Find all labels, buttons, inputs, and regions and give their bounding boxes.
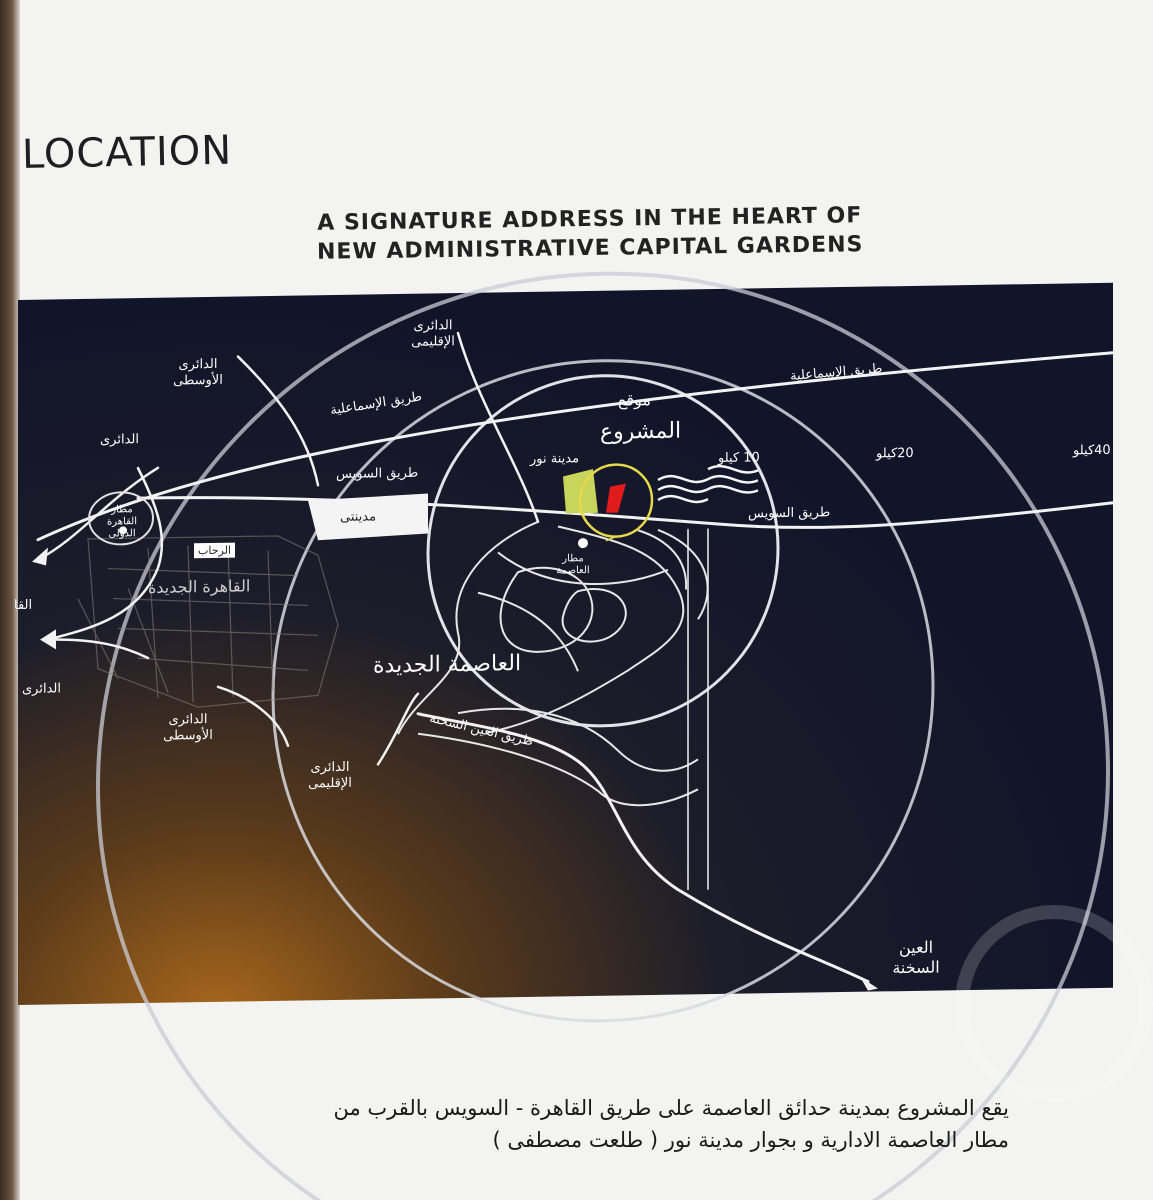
wave-icon-1: [658, 475, 708, 502]
arrow-west-upper: [32, 548, 48, 566]
ain-sokhna-label: العين السخنة: [892, 937, 940, 978]
capital-airport-label: مطار العاصمة: [556, 553, 590, 577]
ring-road-west: [48, 468, 162, 640]
rehab-label: الرحاب: [194, 543, 235, 559]
middle-ring-bottom-label: الدائرى الأوسطى: [163, 712, 213, 744]
ring-road-left-label: الدائرى: [22, 681, 61, 697]
ain-sokhna-road-label: طريق العين السخنة: [427, 710, 535, 750]
new-cairo-grid: [78, 535, 338, 709]
major-roads: [38, 323, 1113, 995]
madinaty-label: مدينتى: [340, 509, 377, 525]
suez-road-left-label: طريق السويس: [336, 465, 419, 483]
road-arrows: [32, 534, 878, 1003]
arrow-south-east: [860, 976, 878, 990]
page-subtitle: [300, 201, 881, 267]
subtitle-line-2: NEW ADMINISTRATIVE CAPITAL GARDENS: [316, 232, 864, 265]
regional-ring-top-label: الدائرى الإقليمى: [411, 318, 455, 350]
cairo-airport-label: مطار القاهرة الدولى: [107, 504, 137, 540]
wave-icons: [658, 466, 758, 503]
ring-road-arrow-south: [48, 638, 148, 660]
watermark-logo: [955, 905, 1153, 1103]
caption-line-1: يقع المشروع بمدينة حدائق العاصمة على طريق القاهرة - السويس بالقرب من: [333, 1096, 1009, 1120]
wave-icon-2: [708, 466, 758, 494]
arrow-west-lower: [40, 629, 56, 649]
middle-ring-south: [218, 686, 288, 747]
new-cairo-label: القاهرة الجديدة: [148, 576, 251, 597]
noor-city-label: مدينة نور: [530, 451, 580, 467]
subtitle-line-1: A SIGNATURE ADDRESS IN THE HEART OF: [317, 203, 863, 236]
location-caption: [129, 1092, 1009, 1156]
regional-ring-bottom-label: الدائرى الإقليمى: [308, 759, 352, 792]
suez-road: [138, 483, 1113, 538]
range-circle-20km: [273, 356, 933, 1026]
capital-airport-dot: [578, 538, 588, 548]
ain-sokhna-road: [418, 707, 868, 989]
km10-label: 10 كيلو: [718, 450, 760, 467]
project-label-line2: المشروع: [600, 418, 682, 445]
regional-ring-north: [458, 332, 538, 523]
ismailia-road-right-label: طريق الإسماعلية: [789, 361, 883, 385]
km20-label: 20كيلو: [876, 445, 914, 462]
km40-label: 40كيلو: [1073, 442, 1111, 459]
project-label-line1: موقع: [618, 390, 651, 410]
ring-road-label: الدائرى: [100, 432, 139, 448]
map-graphics: [18, 283, 1113, 1005]
cairo-edge-label: القا: [14, 597, 33, 614]
middle-ring-top-label: الدائرى الأوسطى: [173, 356, 223, 389]
suez-road-right-label: طريق السويس: [748, 505, 831, 522]
ismailia-road-left-label: طريق الإسماعلية: [329, 389, 423, 419]
new-capital-label: العاصمة الجديدة: [373, 651, 522, 679]
regional-ring-south: [378, 694, 418, 765]
caption-line-2: مطار العاصمة الادارية و بجوار مدينة نور ( طلعت مصطفى ): [492, 1128, 1009, 1152]
location-map: [14, 283, 1113, 1005]
project-site-marker: [606, 483, 626, 512]
page-title: LOCATION: [21, 127, 233, 178]
